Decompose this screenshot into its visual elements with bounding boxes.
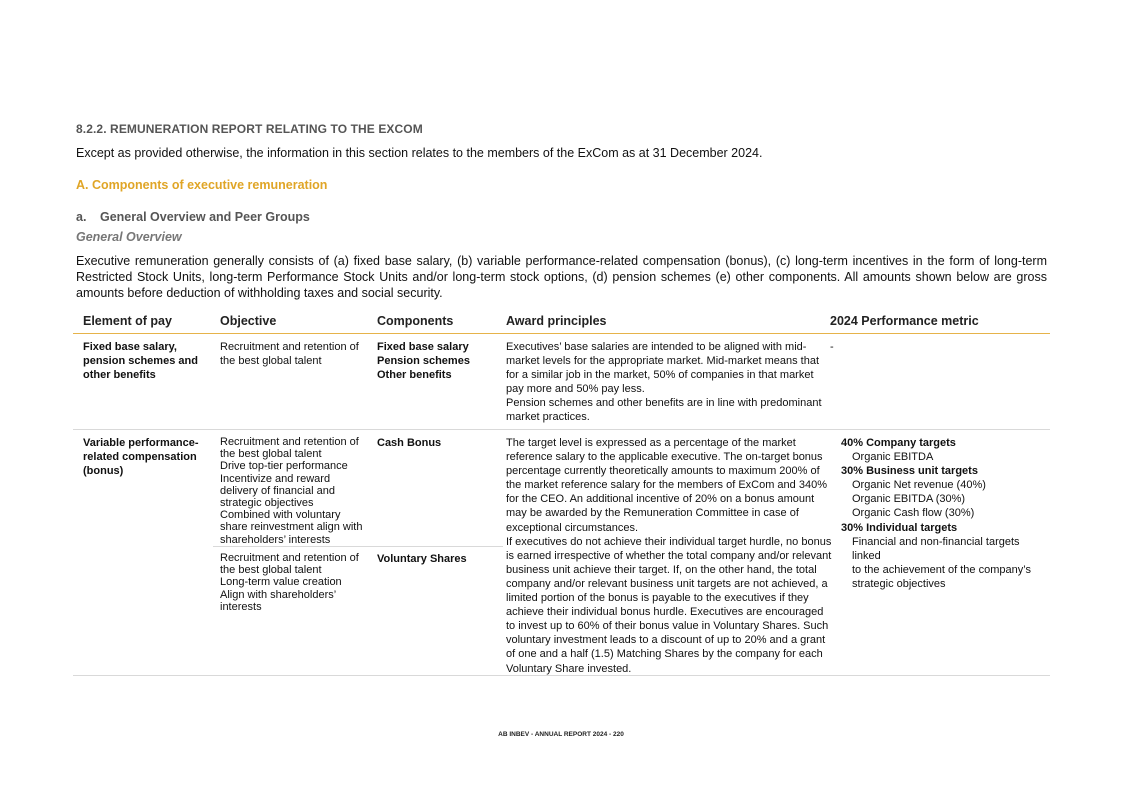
header-element-of-pay: Element of pay <box>83 314 172 328</box>
row2-objective-line: Incentivize and reward <box>220 472 331 485</box>
row1-element-line: other benefits <box>83 369 156 382</box>
row2-objective-line: delivery of financial and <box>220 484 335 497</box>
metric-line: strategic objectives <box>852 577 946 590</box>
metric-individual-targets: 30% Individual targets <box>841 521 958 534</box>
row2-award <box>506 436 831 676</box>
metric-line: Organic Cash flow (30%) <box>852 507 975 520</box>
heading-number: a. <box>76 210 87 224</box>
row2-award-line: of one and a half (1.5) Matching Shares by the company for each <box>506 648 823 661</box>
row2-award-line: to invest up to 60% of their bonus value in Voluntary Shares. Such <box>506 620 829 633</box>
row2-objective-line: Long-term value creation <box>220 576 342 589</box>
row1-component-line: Fixed base salary <box>377 341 469 353</box>
row1-element-line: pension schemes and <box>83 355 198 368</box>
row1-objective <box>220 340 359 368</box>
metric-line: Organic EBITDA <box>852 451 934 464</box>
page-footer: AB INBEV - ANNUAL REPORT 2024 - 220 <box>498 731 624 738</box>
row2-award-line: company and/or relevant business unit targets are not achieved, a <box>506 577 828 590</box>
row1-award-line: for a similar job in the market, 50% of companies in that market <box>506 369 814 382</box>
row2-element-line: related compensation <box>83 451 197 464</box>
heading-label: General Overview and Peer Groups <box>100 210 310 224</box>
metric-line: Organic EBITDA (30%) <box>852 493 966 506</box>
overview-paragraph: Executive remuneration generally consists of (a) fixed base salary, (b) variable performance-related compensation (bonus), (c) long-term incentives in the form of long-term Restricted Stock Units, long-term Performance Stock Units and/or long-term stock options, (d) pension schemes (e) other components. All amounts shown below are gross amounts before deduction of withholding taxes and social security. <box>76 254 1047 300</box>
table-row-variable-bonus <box>73 430 1050 676</box>
row1-award <box>506 340 822 425</box>
row2-award-line: for the CEO. An additional incentive of 20% on a bonus amount <box>506 493 815 506</box>
metric-line: to the achievement of the company’s <box>852 563 1031 576</box>
row1-award-line: market practices. <box>506 411 590 424</box>
metric-line: Organic Net revenue (40%) <box>852 479 986 492</box>
row1-component-line: Pension schemes <box>377 355 470 368</box>
section-title: 8.2.2. REMUNERATION REPORT RELATING TO THE EXCOM <box>76 122 423 136</box>
row1-component-line: Other benefits <box>377 369 452 382</box>
row2-component-cash-bonus: Cash Bonus <box>377 437 442 449</box>
row2-element <box>83 436 199 478</box>
row2-award-line: the market reference salary for the members of ExCom and 340% <box>506 479 827 492</box>
row2-award-line: If executives do not achieve their individual target hurdle, no bonus <box>506 535 832 548</box>
row2-award-line: The target level is expressed as a percentage of the market <box>506 437 796 449</box>
remuneration-table <box>73 306 1050 676</box>
row2-award-line: limited portion of the bonus is payable to the executives if they <box>506 592 809 605</box>
row1-element <box>83 340 198 382</box>
row2-subdivider <box>213 546 503 547</box>
header-objective: Objective <box>220 314 277 328</box>
row1-element-line: Fixed base salary, <box>83 341 177 353</box>
intro-text: Except as provided otherwise, the information in this section relates to the members of the ExCom as at 31 December 2024. <box>76 146 763 160</box>
header-award-principles: Award principles <box>506 314 607 328</box>
row2-award-line: exceptional circumstances. <box>506 521 639 534</box>
heading-general-overview-peer-groups <box>76 210 310 224</box>
row2-award-line: business unit achieve their target. If, on the other hand, the total <box>506 563 817 576</box>
row2-objective-line: interests <box>220 600 262 613</box>
row2-award-line: voluntary investment leads to a discount of up to 20% and a grant <box>506 634 826 647</box>
row2-objective-line: Align with shareholders’ <box>220 588 337 601</box>
row1-objective-line: the best global talent <box>220 355 322 368</box>
metric-company-targets: 40% Company targets <box>841 437 956 449</box>
row2-objective-line: Drive top-tier performance <box>220 460 348 473</box>
row1-components <box>377 340 470 382</box>
row2-award-line: Voluntary Share invested. <box>506 662 632 675</box>
header-performance-metric: 2024 Performance metric <box>830 314 979 328</box>
row2-award-line: reference salary to the applicable executive. The on-target bonus <box>506 451 823 464</box>
row1-award-line: Executives’ base salaries are intended to be aligned with mid- <box>506 341 807 353</box>
metric-business-unit-targets: 30% Business unit targets <box>841 465 978 478</box>
row1-metric: - <box>830 341 834 353</box>
row2-element-line: (bonus) <box>83 465 124 478</box>
row2-award-line: may be awarded by the Remuneration Committee in case of <box>506 507 799 520</box>
heading-general-overview: General Overview <box>76 230 182 244</box>
row2-objective-line: shareholders’ interests <box>220 533 331 546</box>
metric-line: Financial and non-financial targets linked <box>852 535 1020 562</box>
heading-components: A. Components of executive remuneration <box>76 178 328 192</box>
row2-award-line: achieve their individual bonus hurdle. Executives are encouraged <box>506 606 824 619</box>
row1-award-line: Pension schemes and other benefits are in line with predominant <box>506 397 822 410</box>
row2-element-line: Variable performance- <box>83 437 199 449</box>
row2-objective-line: share reinvestment align with <box>220 521 363 534</box>
header-components: Components <box>377 314 454 328</box>
row2-objective-line: Recruitment and retention of <box>220 552 359 564</box>
row2-objective-line: the best global talent <box>220 564 322 577</box>
table-row-fixed-base <box>73 334 1050 430</box>
row1-objective-line: Recruitment and retention of <box>220 341 359 353</box>
row2-award-line: percentage currently theoretically amounts to maximum 200% of <box>506 465 820 478</box>
table-header <box>73 306 1050 334</box>
row2-component-voluntary-shares: Voluntary Shares <box>377 553 467 565</box>
row2-award-line: is earned irrespective of whether the total company and/or relevant <box>506 549 832 562</box>
row2-metrics <box>841 436 1050 591</box>
row1-award-line: pay more and 50% pay less. <box>506 383 645 396</box>
row2-objective-line: Recruitment and retention of <box>220 436 359 448</box>
row2-objective-line: the best global talent <box>220 448 322 461</box>
row2-objective-cash <box>220 436 362 546</box>
row2-objective-line: strategic objectives <box>220 497 314 510</box>
row2-objective-line: Combined with voluntary <box>220 509 341 522</box>
row2-objective-voluntary <box>220 552 359 613</box>
row1-award-line: market levels for the appropriate market. Mid-market means that <box>506 355 820 368</box>
